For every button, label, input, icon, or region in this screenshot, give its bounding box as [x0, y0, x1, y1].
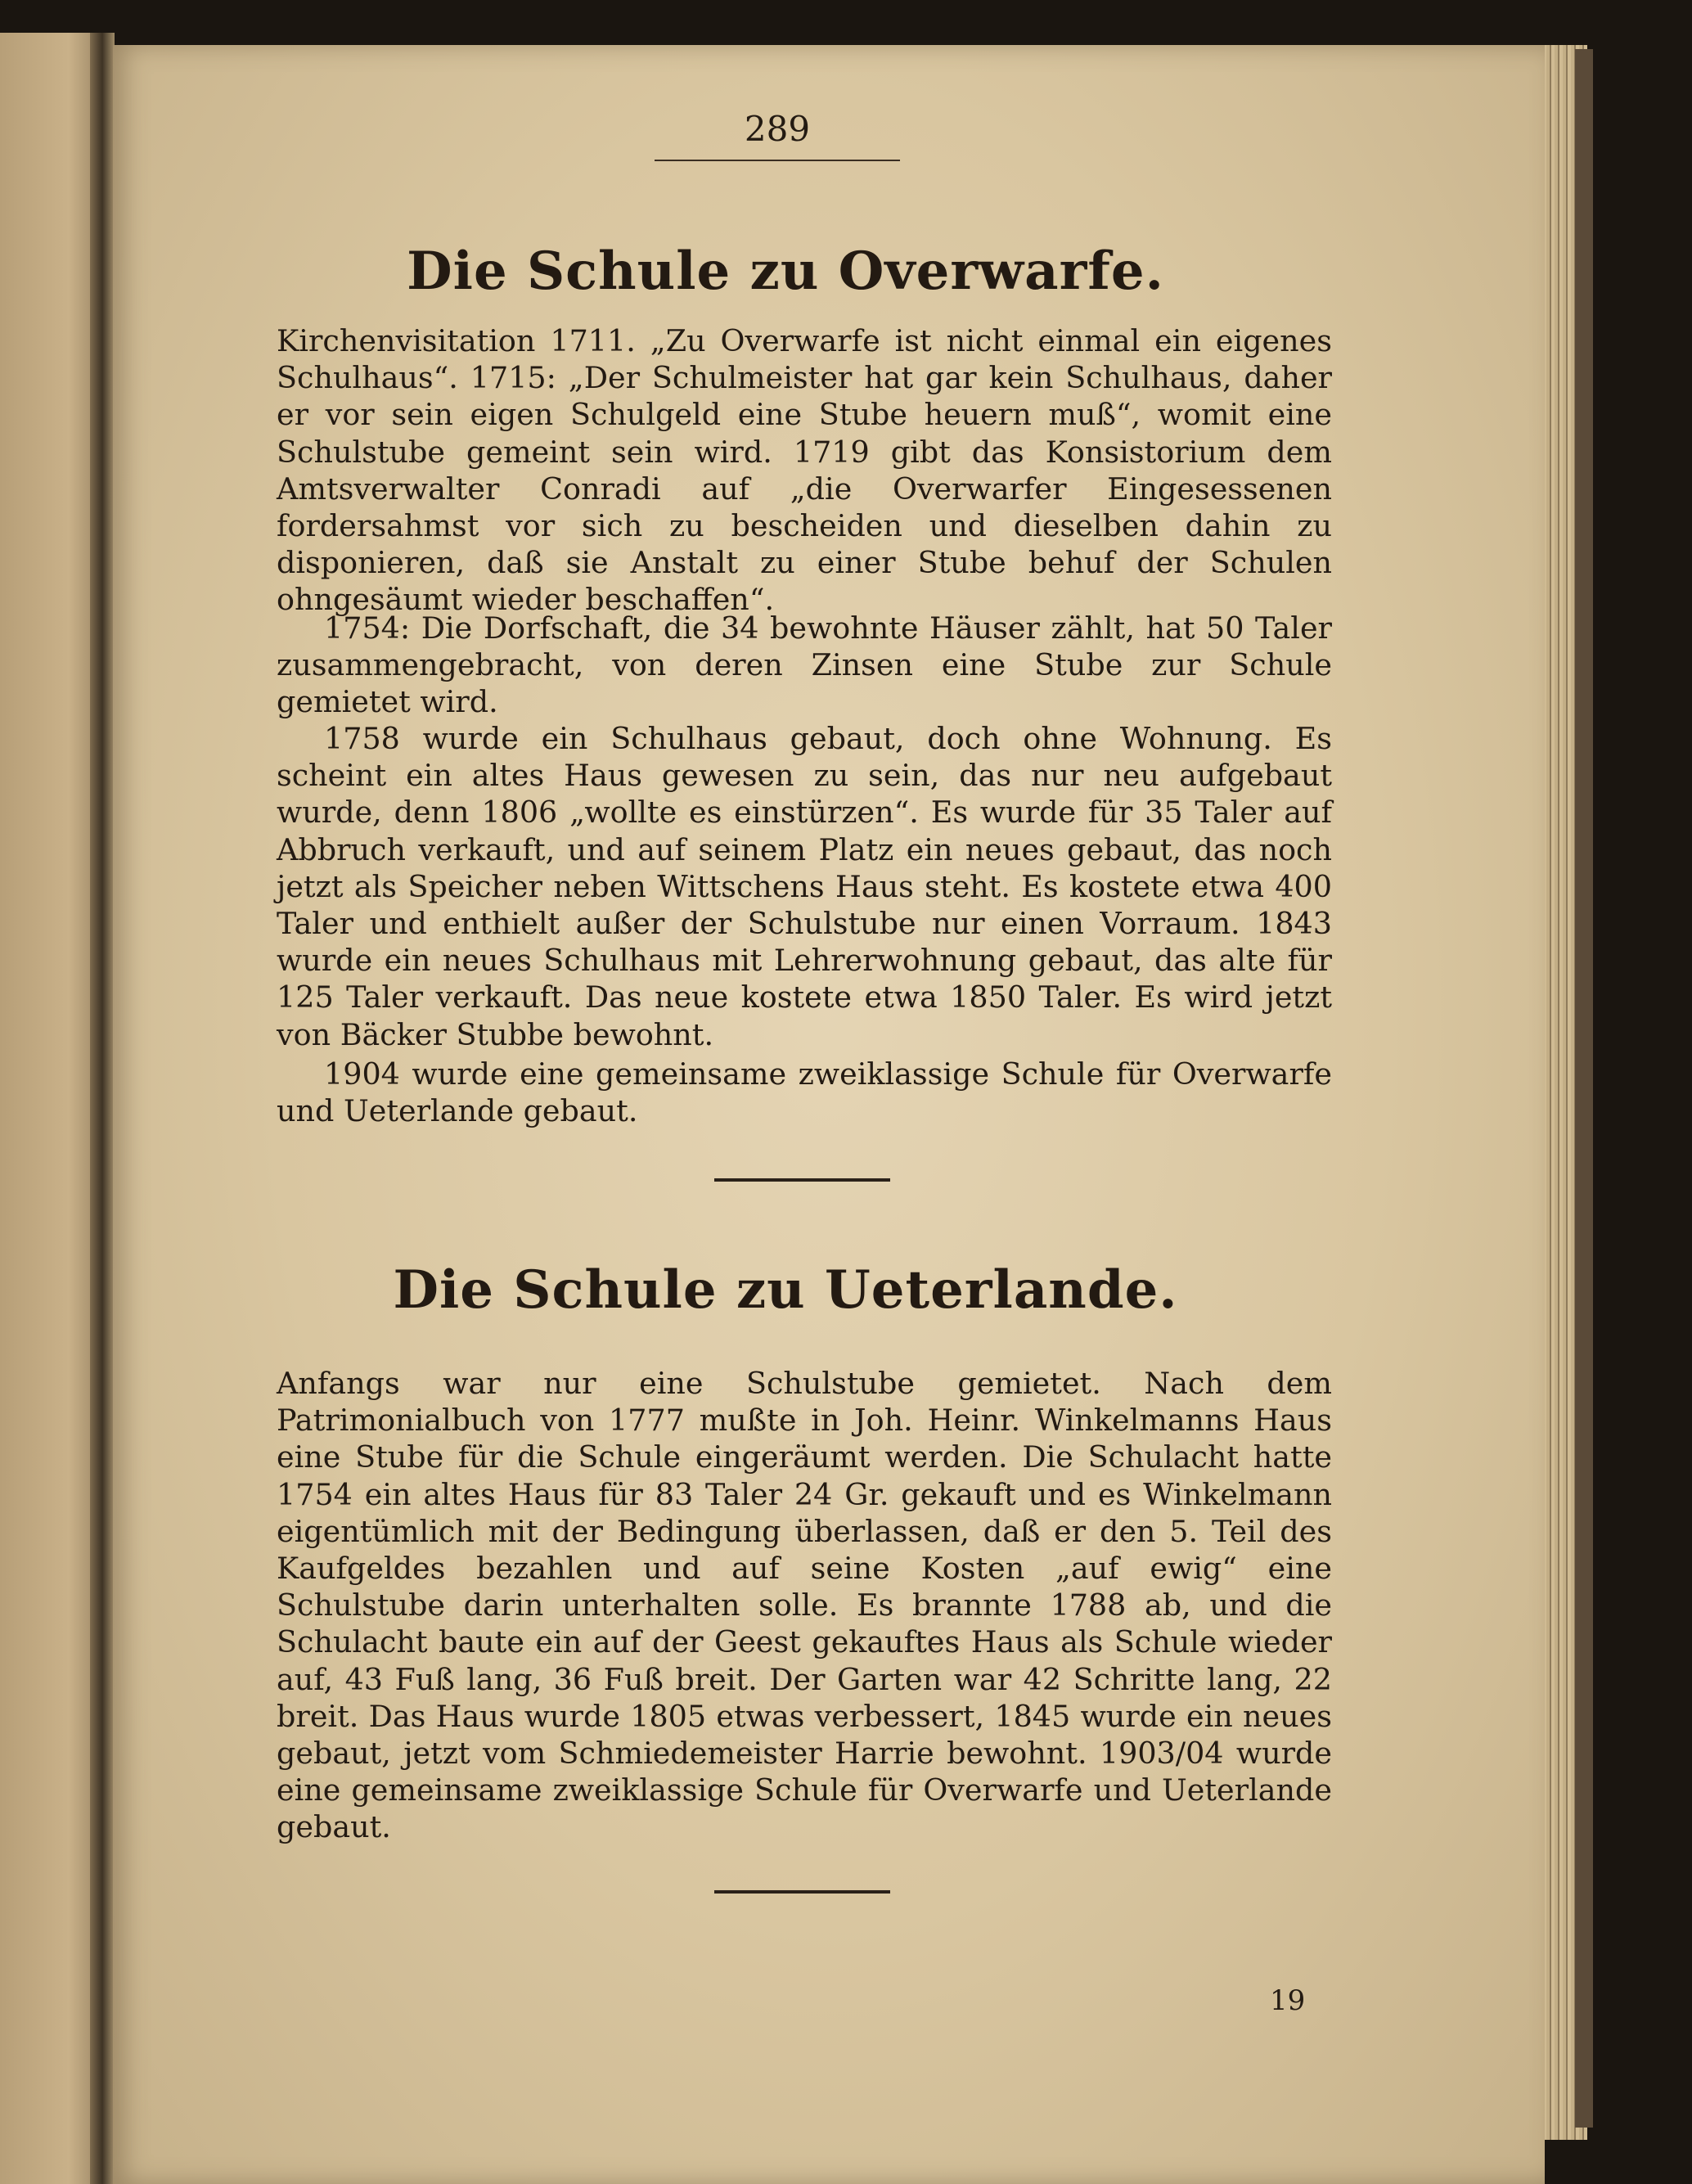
section-title-ueterlande: Die Schule zu Ueterlande.: [393, 1259, 1178, 1321]
page-number: 289: [655, 112, 900, 161]
paragraph-overwarfe-3: 1758 wurde ein Schulhaus gebaut, doch ohne Wohnung. Es scheint ein altes Haus gewesen zu sein, das nur neu aufgebaut wurde, denn 1806 „wollte es einstürzen“. Es wurde für 35 Taler auf Abbruch verkauft, und auf seinem Platz ein neues gebaut, das noch jetzt als Speicher neben Wittschens Haus steht. Es kostete etwa 400 Taler und enthielt außer der Schulstube nur einen Vorraum. 1843 wurde ein neues Schulhaus mit Lehrerwohnung gebaut, das alte für 125 Taler verkauft. Das neue kostete etwa 1850 Taler. Es wird jetzt von Bäcker Stubbe bewohnt.: [277, 721, 1332, 1052]
paragraph-overwarfe-2: 1754: Die Dorfschaft, die 34 bewohnte Häuser zählt, hat 50 Taler zusammengebracht, von deren Zinsen eine Stube zur Schule gemietet wird.: [277, 610, 1332, 720]
paragraph-overwarfe-4: 1904 wurde eine gemeinsame zweiklassige Schule für Overwarfe und Ueterlande gebaut.: [277, 1056, 1332, 1129]
section-title-overwarfe: Die Schule zu Overwarfe.: [407, 241, 1164, 302]
paragraph-ueterlande-1: Anfangs war nur eine Schulstube gemietet. Nach dem Patrimonialbuch von 1777 mußte in Joh. Heinr. Winkelmanns Haus eine Stube für die Schule eingeräumt werden. Die Schulacht hatte 1754 ein altes Haus für 83 Taler 24 Gr. gekauft und es Winkelmann eigentümlich mit der Bedingung überlassen, daß er den 5. Teil des Kaufgeldes bezahlen und auf seine Kosten „auf ewig“ eine Schulstube darin unterhalten solle. Es brannte 1788 ab, und die Schulacht baute ein auf der Geest gekauftes Haus als Schule wieder auf, 43 Fuß lang, 36 Fuß breit. Der Garten war 42 Schritte lang, 22 breit. Das Haus wurde 1805 etwas verbessert, 1845 wurde ein neues gebaut, jetzt vom Schmiedemeister Harrie bewohnt. 1903/04 wurde eine gemeinsame zweiklassige Schule für Overwarfe und Ueterlande gebaut.: [277, 1366, 1332, 1845]
signature-mark: 19: [1270, 1984, 1306, 2017]
paragraph-overwarfe-1: Kirchenvisitation 1711. „Zu Overwarfe ist nicht einmal ein eigenes Schulhaus“. 1715: „Der Schulmeister hat gar kein Schulhaus, daher er vor sein eigen Schulgeld eine Stube heuern muß“, womit eine Schulstube gemeint sein wird. 1719 gibt das Konsistorium dem Amtsverwalter Conradi auf „die Overwarfer Eingesessenen fordersahmst vor sich zu bescheiden und dieselben dahin zu disponieren, daß sie Anstalt zu einer Stube behuf der Schulen ohngesäumt wieder beschaffen“.: [277, 323, 1332, 618]
book-gutter: [90, 33, 115, 2184]
book-cover-edge: [1575, 49, 1593, 2128]
section-divider-2: [714, 1890, 890, 1894]
section-divider-1: [714, 1178, 890, 1182]
